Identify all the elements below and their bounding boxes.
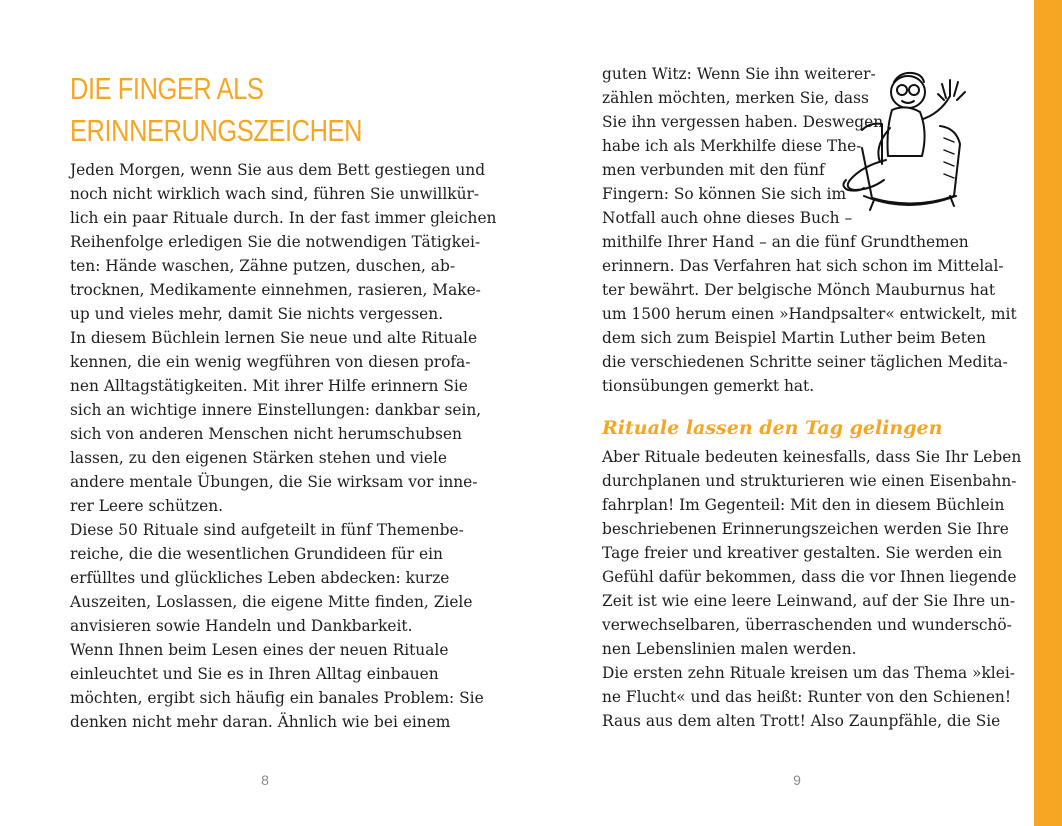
body-text-line: Auszeiten, Loslassen, die eigene Mitte finden, Ziele: [70, 593, 473, 611]
body-text-line: men verbunden mit den fünf: [602, 161, 825, 179]
body-text-line: Sie ihn vergessen haben. Deswegen: [602, 113, 884, 131]
chapter-title-line: ERINNERUNGSZEICHEN: [70, 113, 363, 148]
body-text-line: Die ersten zehn Rituale kreisen um das Thema »klei-: [602, 664, 1015, 682]
body-text-line: Jeden Morgen, wenn Sie aus dem Bett gestiegen und: [70, 161, 486, 179]
body-text-line: Raus aus dem alten Trott! Also Zaunpfähle, die Sie: [602, 712, 1001, 730]
body-text-line: rer Leere schützen.: [70, 497, 224, 515]
body-text-line: habe ich als Merkhilfe diese The-: [602, 137, 862, 155]
left-body-text: [70, 158, 496, 734]
body-text-line: anvisieren sowie Handeln und Dankbarkeit.: [70, 617, 413, 635]
body-text-line: lich ein paar Rituale durch. In der fast immer gleichen: [70, 209, 497, 227]
orange-edge-bar: [1034, 0, 1062, 826]
body-text-line: Tage freier und kreativer gestalten. Sie werden ein: [602, 544, 1003, 562]
torso: [888, 107, 925, 156]
body-text-line: Zeit ist wie eine leere Leinwand, auf der Sie Ihre un-: [602, 592, 1016, 610]
body-text-line: tionsübungen gemerkt hat.: [602, 377, 815, 395]
body-text-line: trocknen, Medikamente einnehmen, rasieren, Make-: [70, 281, 481, 299]
body-text-line: um 1500 herum einen »Handpsalter« entwickelt, mit: [602, 305, 1017, 323]
body-text-line: up und vieles mehr, damit Sie nichts vergessen.: [70, 305, 444, 323]
body-text-line: guten Witz: Wenn Sie ihn weiterer-: [602, 65, 876, 83]
body-text-line: In diesem Büchlein lernen Sie neue und alte Rituale: [70, 329, 478, 347]
section-heading: Rituale lassen den Tag gelingen: [602, 417, 943, 439]
body-text-line: ten: Hände waschen, Zähne putzen, duschen, ab-: [70, 257, 456, 275]
body-text-line: kennen, die ein wenig wegführen von diesen profa-: [70, 353, 471, 371]
body-text-line: erfülltes und glückliches Leben abdecken: kurze: [70, 569, 450, 587]
chapter-title: [70, 68, 362, 152]
body-text-line: denken nicht mehr daran. Ähnlich wie bei einem: [70, 713, 451, 731]
body-text-line: Gefühl dafür bekommen, dass die vor Ihnen liegende: [602, 568, 1017, 586]
chair-shading: [944, 138, 954, 178]
body-text-line: reiche, die die wesentlichen Grundideen für ein: [70, 545, 443, 563]
body-text-line: Reihenfolge erledigen Sie die notwendigen Tätigkei-: [70, 233, 481, 251]
page-number-right: 9: [793, 772, 801, 788]
body-text-line: möchten, ergibt sich häufig ein banales Problem: Sie: [70, 689, 484, 707]
body-text-line: einleuchtet und Sie es in Ihren Alltag einbauen: [70, 665, 439, 683]
body-text-line: mithilfe Ihrer Hand – an die fünf Grundthemen: [602, 233, 969, 251]
body-text-line: ter bewährt. Der belgische Mönch Mauburnus hat: [602, 281, 996, 299]
body-text-line: zählen möchten, merken Sie, dass: [602, 89, 869, 107]
body-text-line: sich von anderen Menschen nicht herumschubsen: [70, 425, 462, 443]
raised-arm: [920, 96, 950, 120]
body-text-line: noch nicht wirklich wach sind, führen Sie unwillkür-: [70, 185, 480, 203]
body-text-line: nen Lebenslinien malen werden.: [602, 640, 857, 658]
body-text-line: Notfall auch ohne dieses Buch –: [602, 209, 853, 227]
body-text-line: Aber Rituale bedeuten keinesfalls, dass Sie Ihr Leben: [602, 448, 1022, 466]
body-text-line: lassen, zu den eigenen Stärken stehen und viele: [70, 449, 448, 467]
waving-hand: [938, 80, 965, 100]
body-text-line: die verschiedenen Schritte seiner täglichen Medita-: [602, 353, 1008, 371]
chapter-title-line: DIE FINGER ALS: [70, 71, 264, 106]
body-text-line: beschriebenen Erinnerungszeichen werden Sie Ihre: [602, 520, 1009, 538]
body-text-line: nen Alltagstätigkeiten. Mit ihrer Hilfe erinnern Sie: [70, 377, 468, 395]
waving-man-in-armchair-icon: [840, 68, 990, 214]
body-text-line: durchplanen und strukturieren wie einen Eisenbahn-: [602, 472, 1017, 490]
body-text-line: ne Flucht« und das heißt: Runter von den Schienen!: [602, 688, 1012, 706]
body-text-line: sich an wichtige innere Einstellungen: dankbar sein,: [70, 401, 482, 419]
body-text-line: Diese 50 Rituale sind aufgeteilt in fünf Themenbe-: [70, 521, 464, 539]
body-text-line: verwechselbaren, überraschenden und wunderschö-: [602, 616, 1012, 634]
body-text-line: Wenn Ihnen beim Lesen eines der neuen Rituale: [70, 641, 449, 659]
page-number-left: 8: [261, 772, 269, 788]
body-text-line: Fingern: So können Sie sich im: [602, 185, 847, 203]
body-text-line: dem sich zum Beispiel Martin Luther beim Beten: [602, 329, 986, 347]
right-bottom-text: [602, 445, 1021, 733]
body-text-line: erinnern. Das Verfahren hat sich schon im Mittelal-: [602, 257, 1004, 275]
body-text-line: fahrplan! Im Gegenteil: Mit den in diesem Büchlein: [602, 496, 1005, 514]
body-text-line: andere mentale Übungen, die Sie wirksam vor inne-: [70, 473, 478, 491]
